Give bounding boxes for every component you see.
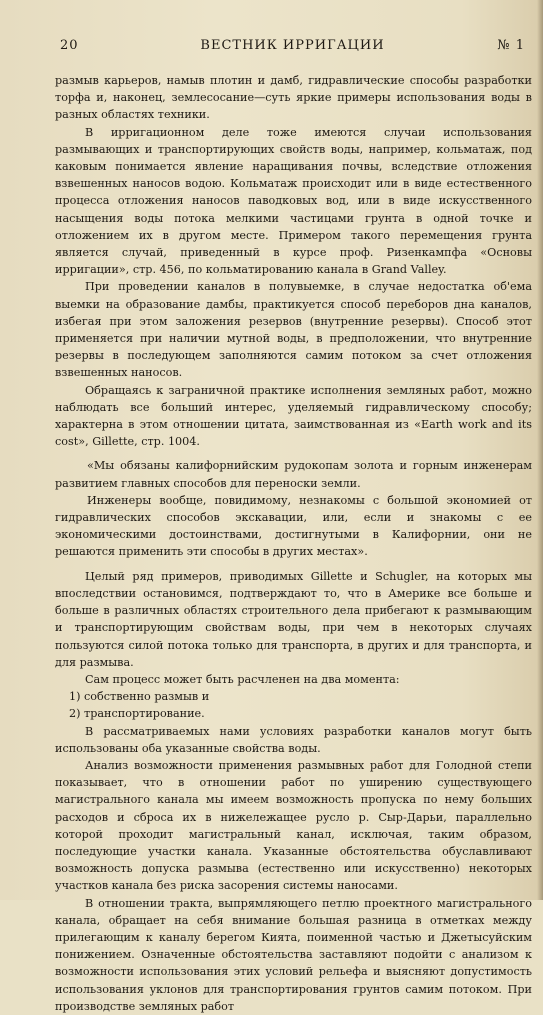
list-item: 2) транспортирование. bbox=[69, 707, 205, 721]
list-item: 1) собственно размыв и bbox=[69, 690, 210, 704]
paragraph: В отношении тракта, выпрямляющего петлю проектного магистрального канала, обращает на себя внимание большая разница в отметках между прилегающим к каналу берегом Кията, поименной частью и Джетысуйским понижением. Означенные обстоятельства заставляют подойти с анализом к возможности использования этих условий рельефа и выясняют допустимость использования уклонов для транспортирования грунтов самим потоком. При производстве земляных работ bbox=[55, 896, 532, 1013]
running-header bbox=[60, 38, 525, 58]
paragraph: При проведении каналов в полувыемке, в случае недостатка об'ема выемки на образование дамбы, практикуется способ переборов дна каналов, избегая при этом заложения резервов (внутренние резервы). Способ этот применяется при наличии мутной воды, в предположении, что внутренние резервы в последующем заполняются самим потоком за счет отложения взвешенных наносов. bbox=[55, 280, 532, 380]
paragraph: размыв карьеров, намыв плотин и дамб, гидравлические способы разработки торфа и, наконец, землесосание—суть яркие примеры использования воды в разных областях техники. bbox=[55, 74, 532, 122]
page-number: 20 bbox=[60, 38, 79, 53]
numbered-list bbox=[55, 688, 532, 722]
paragraph: В рассматриваемых нами условиях разработки каналов могут быть использованы оба указанные свойства воды. bbox=[55, 724, 532, 755]
paragraph: Обращаясь к заграничной практике исполнения земляных работ, можно наблюдать все больший интерес, уделяемый гидравлическому способу; характерна в этом отношении цитата, заимствованная из «Earth work and its cost», Gillette, стр. 1004. bbox=[55, 383, 532, 449]
article-body bbox=[55, 72, 532, 1015]
journal-title: ВЕСТНИК ИРРИГАЦИИ bbox=[200, 38, 385, 53]
block-quote bbox=[55, 457, 532, 560]
issue-number: № 1 bbox=[497, 38, 525, 53]
paragraph: Анализ возможности применения размывных работ для Голодной степи показывает, что в отношении работ по уширению существующего магистрального канала мы имеем возможность пропуска по нему больших расходов и сброса их в нижележащее русло р. Сыр-Дарьи, параллельно которой проходит магистральный канал, исключая, таким образом, последующие участки канала. Указанные обстоятельства обуславливают возможность допуска размыва (естественно или искусственно) некоторых участков канала без риска засорения системы наносами. bbox=[55, 758, 532, 893]
page-edge-shadow bbox=[537, 0, 543, 900]
paragraph: Целый ряд примеров, приводимых Gillette и Schugler, на которых мы впоследствии остановимся, подтверждают то, что в Америке все больше и больше в различных областях строительного дела прибегают к размывающим и транспортирующим свойствам воды, при чем в некоторых случаях пользуются силой потока только для транспорта, в других и для транспорта, и для размыва. bbox=[55, 569, 532, 669]
paragraph: Сам процесс может быть расчленен на два момента: bbox=[85, 672, 400, 686]
quote-paragraph: Инженеры вообще, повидимому, незнакомы с большой экономией от гидравлических способов экскавации, или, если и знакомы с ее экономическими достоинствами, достигнутыми в Калифорнии, они не решаются применить эти способы в других местах». bbox=[55, 493, 532, 559]
paragraph: В ирригационном деле тоже имеются случаи использования размывающих и транспортирующих свойств воды, например, кольматаж, под каковым понимается явление наращивания почвы, вследствие отложения взвешенных наносов водою. Кольматаж происходит или в виде естественного процесса отложения наносов паводковых вод, или в виде искусственного насыщения воды потока мелкими частицами грунта в одной точке и отложением их в другом месте. Примером такого перемещения грунта является случай, приведенный в курсе проф. Ризенкампфа «Основы ирригации», стр. 456, по кольматированию канала в Grand Valley. bbox=[55, 125, 532, 277]
quote-paragraph: «Мы обязаны калифорнийским рудокопам золота и горным инженерам развитием главных способов для переноски земли. bbox=[55, 459, 532, 490]
